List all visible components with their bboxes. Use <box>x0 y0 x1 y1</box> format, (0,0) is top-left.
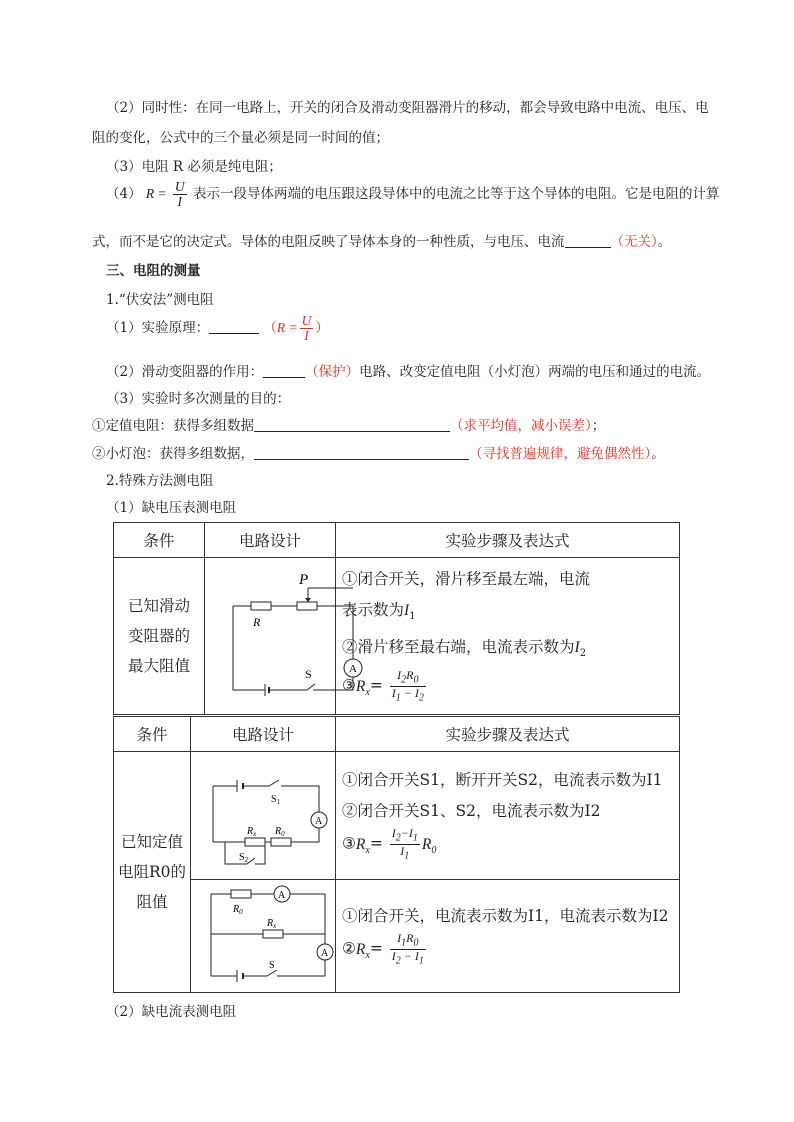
para-property-text: 式，而不是它的决定式。导体的电阻反映了导体本身的一种性质，与电压、电流 <box>92 234 565 250</box>
steps-cell-a <box>336 752 680 880</box>
item-label: （2）滑动变阻器的作用： <box>106 364 264 380</box>
rheostat-icon <box>297 602 317 610</box>
item-label: ①定值电阻：获得多组数据 <box>92 418 254 434</box>
header-circuit: 电路设计 <box>205 523 336 558</box>
step-text: ③ <box>342 676 356 695</box>
ammeter-label: A <box>349 662 357 675</box>
item-text: 电路、改变定值电阻（小灯泡）两端的电压和通过的电流。 <box>359 364 711 380</box>
item-principle <box>106 314 329 343</box>
para-number: （4） <box>106 186 142 203</box>
cond-line: 已知滑动 <box>127 596 190 615</box>
step-line: $②R_x=$ $\frac{I_1R_0}{I_2 - I_1}$ <box>342 931 424 967</box>
item-purpose: （3）实验时多次测量的目的： <box>106 391 291 407</box>
answer-average: （求平均值，减小误差） <box>450 418 592 434</box>
para-property <box>92 230 671 250</box>
answer-protect: （保护） <box>305 364 360 380</box>
ammeter-2-label: A <box>321 948 329 959</box>
slider-label: P <box>299 571 309 588</box>
resistor-rx-icon <box>251 602 271 610</box>
cond-line: 变阻器的 <box>127 626 190 645</box>
para-formula-text: 表示一段导体两端的电压跟这段导体中的电流之比等于这个导体的电阻。它是电阻的计算 <box>192 186 720 203</box>
condition-cell <box>114 752 191 993</box>
fill-blank <box>254 417 450 432</box>
para-simultaneity: （2）同时性：在同一电路上，开关的闭合及滑动变阻器滑片的移动，都会导致电路中电流、电压、电 <box>106 100 709 116</box>
condition-cell <box>114 558 205 715</box>
formula-fraction: $\frac{U}{I}$ <box>174 179 185 210</box>
step-line: ②闭合开关S1、S2，电流表示数为I2 <box>342 802 601 821</box>
paren: ） <box>315 320 329 337</box>
punct: 。 <box>651 446 665 462</box>
step-line: ①闭合开关，滑片移至最左端，电流 <box>342 570 591 588</box>
item-fixed-resistor <box>92 414 605 434</box>
answer-principle: （R = $\frac{U}{I}$ ） <box>263 313 329 344</box>
step-line: $③R_x=$ $\frac{I_2R_0}{I_1 - I_2}$ <box>342 668 424 704</box>
circuit-diagram-rheostat <box>205 560 357 708</box>
answer-unrelated: （无关） <box>610 234 658 250</box>
rx-label: R <box>253 614 261 629</box>
item-principle-label: （1）实验原理： <box>106 320 210 337</box>
fill-blank <box>263 363 305 378</box>
para-simultaneity-cont: 阻的变化，公式中的三个量必须是同一时间的值； <box>92 130 389 146</box>
circuit-cell-b <box>191 880 336 993</box>
steps-cell <box>336 558 680 715</box>
header-condition: 条件 <box>114 717 191 752</box>
step-line: $③R_x=$ $\frac{I_2-I_1}{I_1}$ $R_0$ <box>342 826 437 862</box>
formula-r-eq: R = <box>145 186 167 202</box>
ammeter-label: A <box>315 816 323 827</box>
para-formula-meaning <box>106 180 719 209</box>
step-text: 表示数为 <box>342 601 405 619</box>
fill-blank <box>565 233 611 248</box>
cond-line: 最大阻值 <box>127 656 190 675</box>
step-text: ②滑片移至最右端，电流表示数为 <box>342 638 575 657</box>
subsection-voltammeter: 1.“伏安法”测电阻 <box>106 292 214 308</box>
ammeter-1-label: A <box>278 890 286 901</box>
step-line: 表示数为$I_1$ <box>342 601 416 623</box>
switch-label: S <box>305 666 312 681</box>
header-circuit: 电路设计 <box>191 717 336 752</box>
item-label: ②小灯泡：获得多组数据， <box>92 446 254 462</box>
circuit-diagram-two-switches <box>191 752 335 875</box>
header-steps: 实验步骤及表达式 <box>336 523 680 558</box>
circuit-cell <box>205 558 357 715</box>
table-known-fixed-resistor <box>113 716 680 993</box>
steps-cell-b <box>336 880 680 993</box>
rx-label: $R_x$ <box>267 918 277 930</box>
fill-blank <box>254 445 469 460</box>
step-line: ②滑片移至最右端，电流表示数为$I_2$ <box>342 638 587 660</box>
header-steps: 实验步骤及表达式 <box>336 717 680 752</box>
step-line: ①闭合开关S1，断开开关S2，电流表示数为I1 <box>342 771 663 790</box>
header-condition: 条件 <box>114 523 205 558</box>
rx-label: $R_x$ <box>247 826 257 838</box>
subsection-special-methods: 2.特殊方法测电阻 <box>106 473 214 489</box>
section-heading-measurement: 三、电阻的测量 <box>106 263 201 279</box>
switch-s1-label: $S_1$ <box>271 794 281 806</box>
fill-blank <box>209 319 259 334</box>
switch-s2-label: $S_2$ <box>239 852 249 864</box>
switch-label: S <box>269 960 275 971</box>
step-line: ①闭合开关，电流表示数为I1，电流表示数为I2 <box>342 907 669 926</box>
circuit-cell-a <box>191 752 336 880</box>
para-pure-resistance: （3）电阻 R 必须是纯电阻； <box>106 159 282 175</box>
item-small-bulb <box>92 442 665 462</box>
item-no-voltmeter: （1）缺电压表测电阻 <box>106 500 237 516</box>
punct: ； <box>591 418 606 434</box>
cond-line: 电阻R0的 <box>117 863 187 881</box>
r0-label: $R_0$ <box>275 826 285 838</box>
r0-label: $R_0$ <box>233 904 243 916</box>
item-rheostat-role <box>106 360 710 380</box>
item-no-ammeter: （2）缺电流表测电阻 <box>106 1004 237 1020</box>
cond-line: 阻值 <box>136 893 168 911</box>
paren: （ <box>263 320 277 337</box>
punct: 。 <box>657 234 672 250</box>
table-known-rheostat <box>113 522 680 715</box>
circuit-diagram-two-ammeters <box>191 880 335 988</box>
cond-line: 已知定值 <box>120 833 183 851</box>
answer-universal: （寻找普遍规律，避免偶然性） <box>469 446 652 462</box>
